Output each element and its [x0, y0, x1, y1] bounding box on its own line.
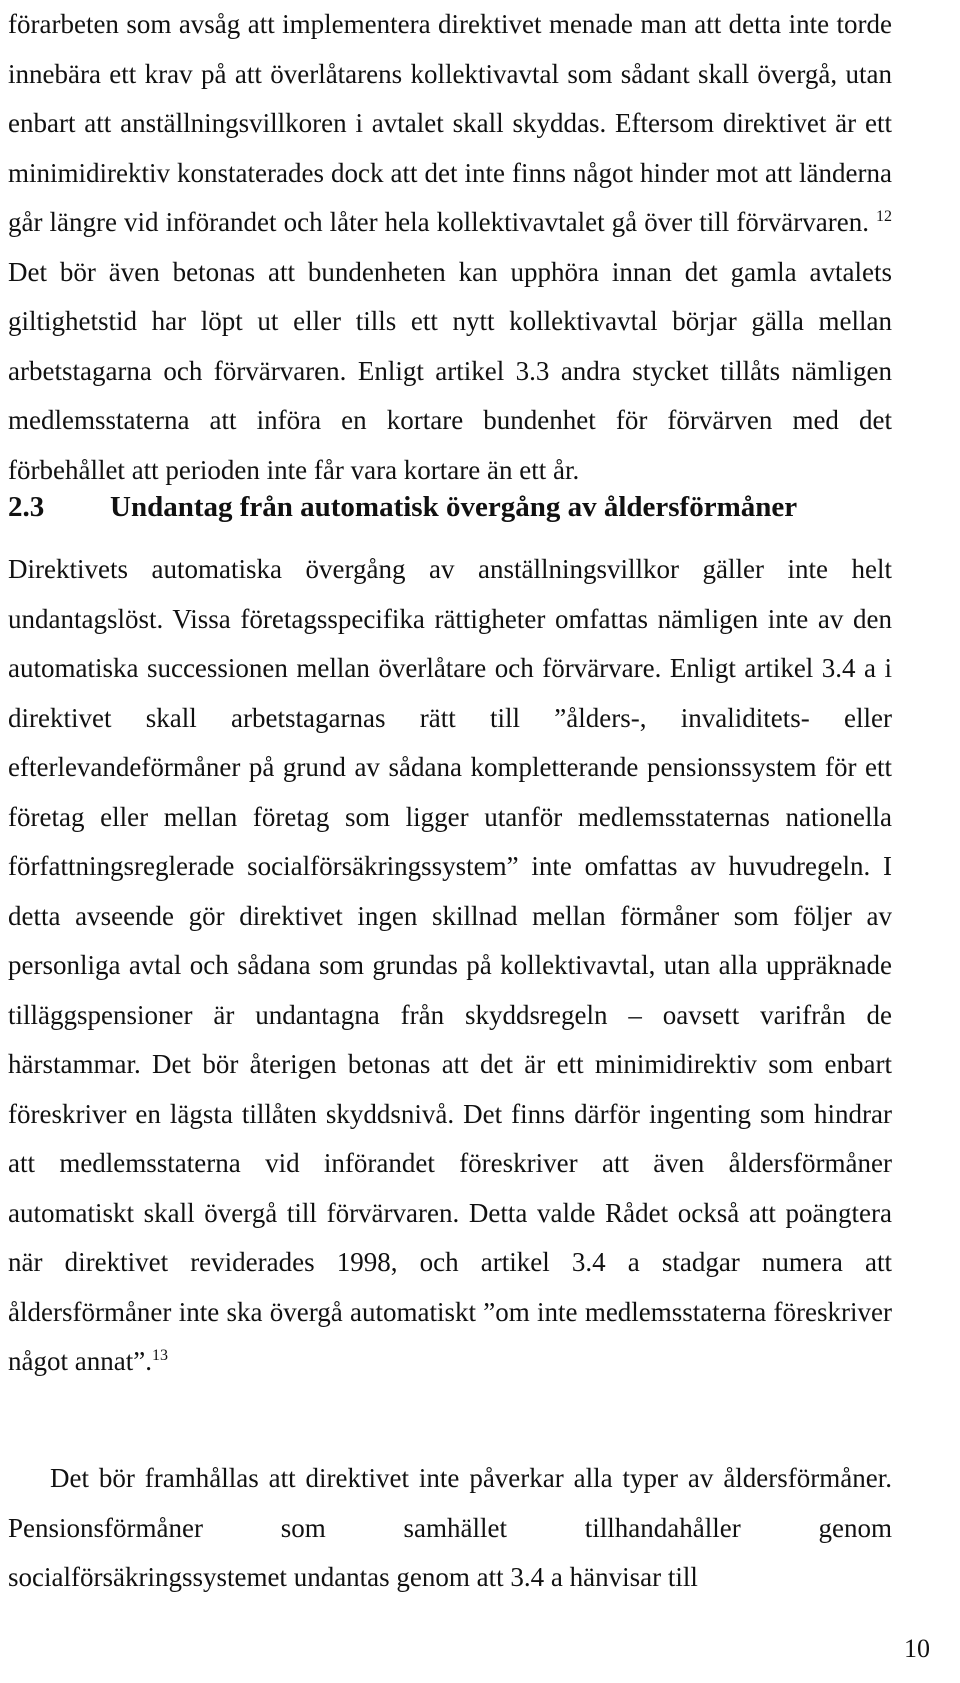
body-paragraph-1: [8, 0, 892, 495]
section-number: 2.3: [8, 491, 45, 523]
footnote-ref-12[interactable]: 12: [876, 208, 893, 225]
body-paragraph-2: [8, 545, 892, 1387]
paragraph-2-text: Direktivets automatiska övergång av anställningsvillkor gäller inte helt undantagslöst. Vissa företagsspecifika rättigheter omfattas nämligen inte av den automatiska successionen mellan överlåtare och förvärvare. Enligt artikel 3.4 a i direktivet skall arbetstagarnas rätt till ”ålders-, invaliditets- eller efterlevandeförmåner på grund av sådana kompletterande pensionssystem för ett företag eller mellan företag som ligger utanför medlemsstaternas nationella författningsreglerade socialförsäkringssystem” inte omfattas av huvudregeln. I detta avseende gör direktivet ingen skillnad mellan förmåner som följer av personliga avtal och sådana som grundas på kollektivavtal, utan alla uppräknade tilläggspensioner är undantagna från skyddsregeln – oavsett varifrån de härstammar. Det bör återigen betonas att det är ett minimidirektiv som enbart föreskriver en lägsta tillåten skyddsnivå. Det finns därför ingenting som hindrar att medlemsstaterna vid införandet föreskriver att även åldersförmåner automatiskt skall övergå till förvärvaren. Detta valde Rådet också att poängtera när direktivet reviderades 1998, och artikel 3.4 a stadgar numera att åldersförmåner inte ska övergå automatiskt ”om inte medlemsstaterna föreskriver något annat”.: [8, 554, 892, 1376]
paragraph-3-text: Det bör framhållas att direktivet inte påverkar alla typer av åldersförmåner. Pensionsförmåner som samhället tillhandahåller genom socialförsäkringssystemet undantas genom att 3.4 a hänvisar till: [8, 1463, 892, 1592]
body-paragraph-3: [8, 1454, 892, 1603]
footnote-ref-13[interactable]: 13: [151, 1347, 168, 1364]
paragraph-1-text-a: förarbeten som avsåg att implementera direktivet menade man att detta inte torde innebära ett krav på att överlåtarens kollektivavtal som sådant skall övergå, utan enbart att anställningsvillkoren i avtalet skall skyddas. Eftersom direktivet är ett minimidirektiv konstaterades dock att det inte finns något hinder mot att länderna går längre vid införandet och låter hela kollektivavtalet gå över till förvärvaren.: [8, 9, 892, 237]
section-heading: [8, 482, 797, 532]
paragraph-1-text-b: Det bör även betonas att bundenheten kan upphöra innan det gamla avtalets giltighetstid har löpt ut eller tills ett nytt kollektivavtal börjar gälla mellan arbetstagarna och förvärvaren. Enligt artikel 3.3 andra stycket tillåts nämligen medlemsstaterna att införa en kortare bundenhet för förvärven med det förbehållet att perioden inte får vara kortare än ett år.: [8, 256, 892, 485]
page-number: 10: [904, 1634, 930, 1663]
section-title: Undantag från automatisk övergång av åldersförmåner: [110, 491, 798, 523]
document-page: [8, 0, 892, 495]
